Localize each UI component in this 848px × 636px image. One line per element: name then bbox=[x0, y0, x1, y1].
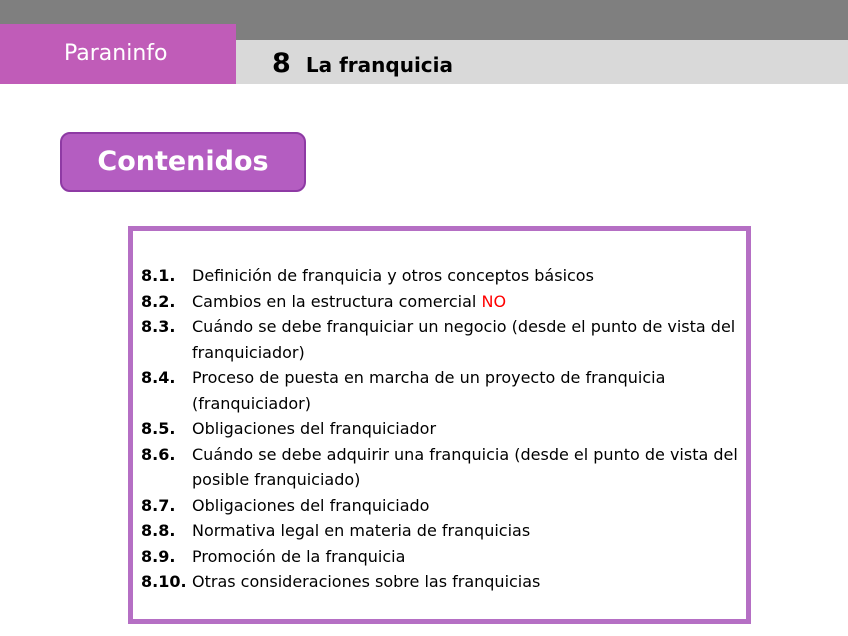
chapter-number: 8 bbox=[272, 48, 291, 79]
toc-item-text: Cuándo se debe franquiciar un negocio (desde el punto de vista del franquiciador) bbox=[192, 317, 736, 362]
toc-item-8-6[interactable] bbox=[141, 442, 740, 493]
publisher-brand-tab bbox=[0, 24, 236, 84]
toc-item-number: 8.8. bbox=[141, 521, 176, 540]
contents-button[interactable] bbox=[60, 132, 306, 192]
toc-item-text: Otras consideraciones sobre las franquicias bbox=[192, 572, 541, 591]
table-of-contents bbox=[128, 226, 751, 624]
toc-item-text: Obligaciones del franquiciado bbox=[192, 495, 430, 515]
toc-item-text: Proceso de puesta en marcha de un proyecto de franquicia (franquiciador) bbox=[192, 368, 666, 413]
toc-item-text: Promoción de la franquicia bbox=[192, 546, 406, 566]
toc-item-text: Cuándo se debe adquirir una franquicia (desde el punto de vista del posible franquiciado) bbox=[192, 444, 738, 489]
toc-item-8-7[interactable] bbox=[141, 493, 740, 519]
chapter-heading bbox=[272, 44, 453, 84]
toc-item-number: 8.9. bbox=[141, 546, 176, 566]
toc-item-8-4[interactable] bbox=[141, 365, 740, 416]
toc-item-8-2[interactable] bbox=[141, 289, 740, 315]
toc-item-number: 8.3. bbox=[141, 317, 176, 336]
toc-item-text: Normativa legal en materia de franquicias bbox=[192, 521, 531, 540]
toc-item-number: 8.1. bbox=[141, 266, 176, 285]
toc-item-number: 8.4. bbox=[141, 368, 176, 387]
toc-item-number: 8.10. bbox=[141, 572, 187, 591]
toc-item-number: 8.7. bbox=[141, 495, 176, 515]
toc-item-8-3[interactable] bbox=[141, 314, 740, 365]
chapter-title: La franquicia bbox=[305, 53, 454, 77]
toc-list bbox=[141, 263, 740, 595]
toc-item-number: 8.6. bbox=[141, 444, 176, 464]
contents-button-label: Contenidos bbox=[97, 146, 269, 177]
publisher-name: Paraninfo bbox=[64, 41, 168, 66]
toc-item-text: Obligaciones del franquiciador bbox=[192, 419, 437, 438]
toc-item-note: NO bbox=[481, 291, 507, 311]
toc-item-text: Cambios en la estructura comercial bbox=[192, 291, 477, 311]
toc-item-number: 8.5. bbox=[141, 419, 176, 438]
toc-item-8-1[interactable] bbox=[141, 263, 740, 289]
toc-item-8-8[interactable] bbox=[141, 518, 740, 544]
toc-item-8-5[interactable] bbox=[141, 416, 740, 442]
toc-item-8-9[interactable] bbox=[141, 544, 740, 570]
toc-item-text: Definición de franquicia y otros conceptos básicos bbox=[192, 266, 594, 285]
toc-item-number: 8.2. bbox=[141, 291, 176, 311]
toc-item-8-10[interactable] bbox=[141, 569, 740, 595]
